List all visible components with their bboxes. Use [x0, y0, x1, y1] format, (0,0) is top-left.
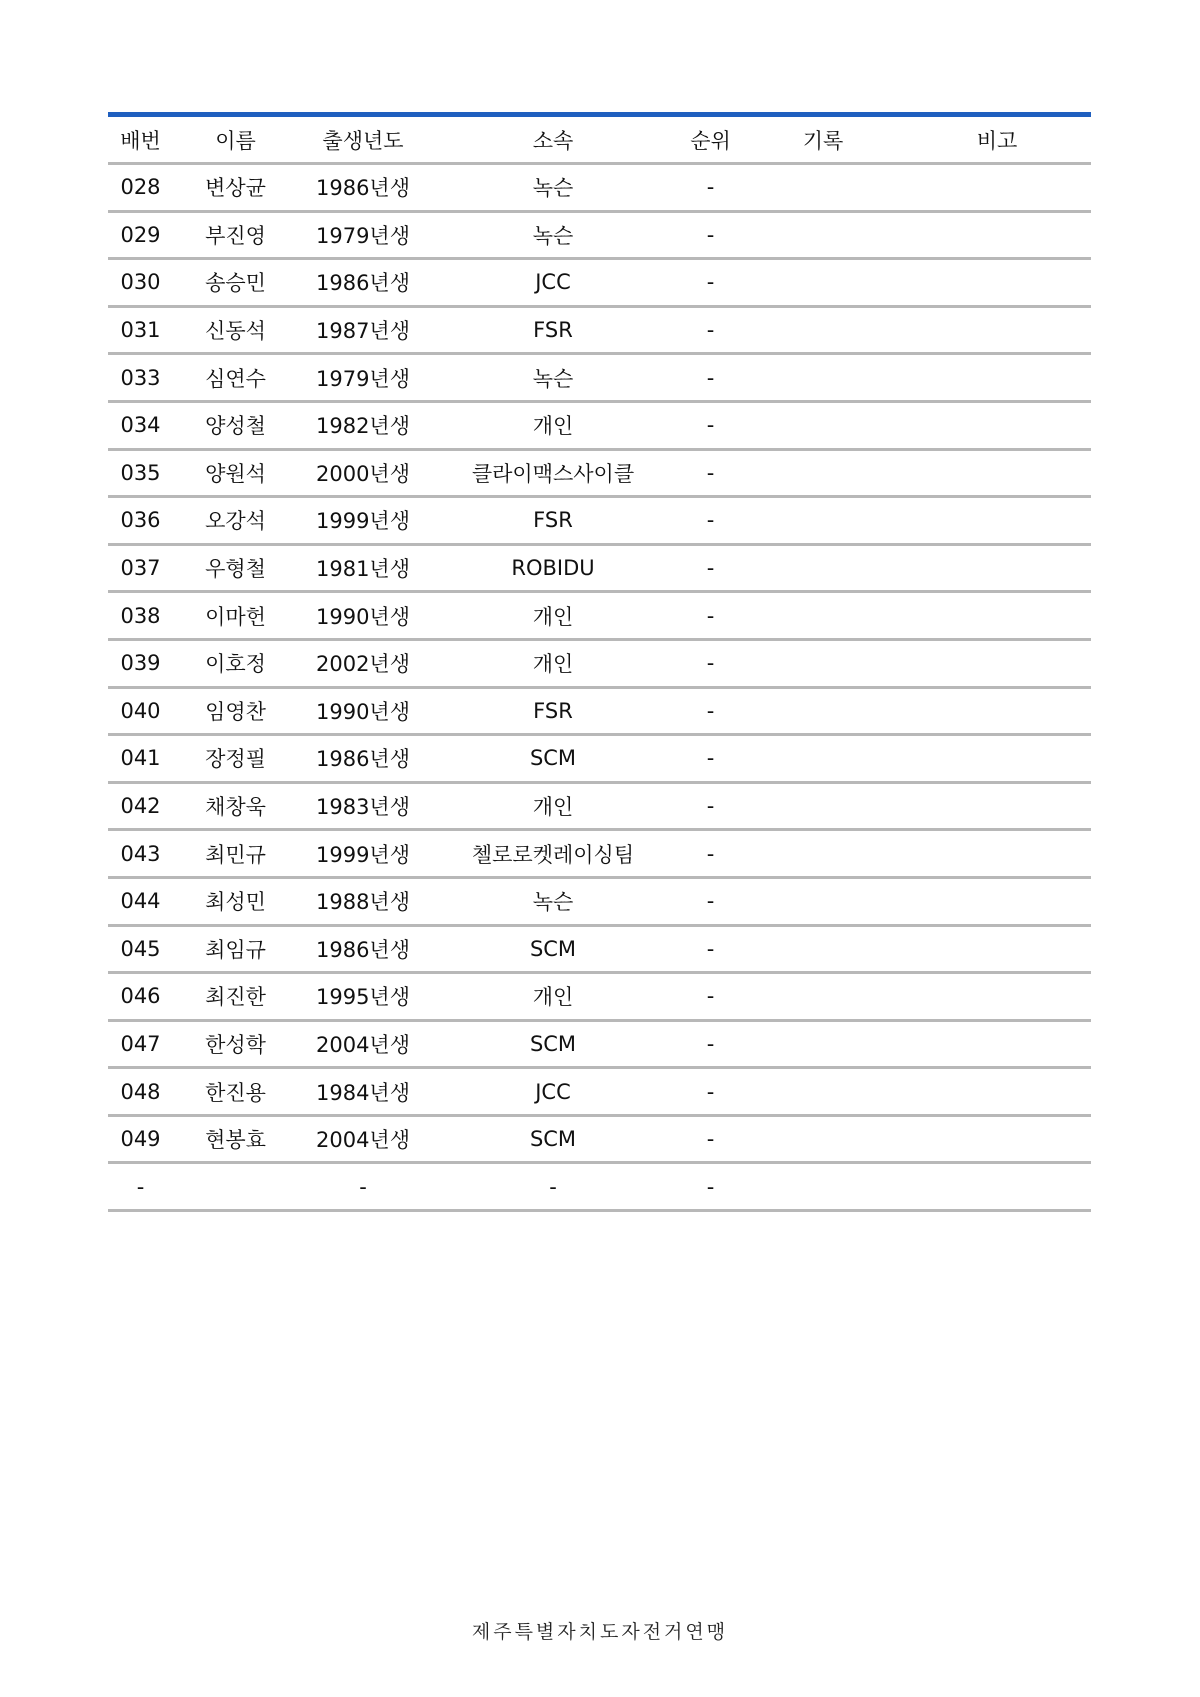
table-row: [108, 925, 1091, 973]
cell-birth-year: 1982년생: [315, 414, 410, 439]
table-row: [108, 687, 1091, 735]
cell-name: 양원석: [205, 461, 266, 486]
cell-name: 오강석: [205, 509, 266, 534]
cell-record: [743, 925, 903, 973]
cell-record: [743, 354, 903, 402]
cell-name: 한성학: [205, 1032, 266, 1057]
cell-note: [903, 687, 1091, 735]
cell-bib: 043: [120, 841, 161, 866]
table-body: [108, 164, 1091, 1211]
cell-rank: -: [706, 651, 715, 676]
cell-bib: 042: [120, 794, 161, 819]
cell-rank: -: [706, 936, 715, 961]
table-row: [108, 401, 1091, 449]
cell-bib: 030: [120, 270, 161, 295]
cell-note: [903, 1115, 1091, 1163]
cell-bib: 044: [120, 889, 161, 914]
cell-team: JCC: [535, 1079, 571, 1104]
cell-name: 최민규: [205, 842, 266, 867]
cell-rank: -: [706, 556, 715, 581]
cell-bib: 029: [120, 222, 161, 247]
cell-name: 장정필: [205, 747, 266, 772]
cell-bib: 037: [120, 556, 161, 581]
cell-team: 개인: [532, 604, 574, 629]
header-team: 소속: [532, 128, 574, 153]
cell-team: 개인: [532, 414, 574, 439]
cell-team: 첼로로켓레이싱팀: [471, 842, 635, 867]
cell-team: FSR: [533, 318, 573, 343]
cell-name: 변상균: [205, 176, 266, 201]
cell-rank: -: [706, 1031, 715, 1056]
cell-note: [903, 306, 1091, 354]
footer-organization: 제주특별자치도자전거연맹: [471, 1621, 729, 1643]
cell-rank: -: [706, 318, 715, 343]
table-row: [108, 449, 1091, 497]
cell-bib: 039: [120, 651, 161, 676]
cell-note: [903, 925, 1091, 973]
cell-birth-year: 2004년생: [315, 1032, 410, 1057]
table-row: [108, 354, 1091, 402]
cell-note: [903, 1068, 1091, 1116]
cell-team: 녹슨: [532, 366, 574, 391]
cell-note: [903, 782, 1091, 830]
cell-birth-year: 1986년생: [315, 271, 410, 296]
cell-name: 양성철: [205, 414, 266, 439]
table-row: [108, 1163, 1091, 1211]
cell-rank: -: [706, 794, 715, 819]
cell-rank: -: [706, 413, 715, 438]
cell-record: [743, 259, 903, 307]
cell-name: 최성민: [205, 890, 266, 915]
cell-note: [903, 354, 1091, 402]
cell-note: [903, 259, 1091, 307]
cell-bib: 048: [120, 1079, 161, 1104]
cell-team: JCC: [535, 270, 571, 295]
cell-birth-year: 1986년생: [315, 747, 410, 772]
cell-note: [903, 449, 1091, 497]
cell-rank: -: [706, 984, 715, 1009]
cell-team: 개인: [532, 985, 574, 1010]
table-row: [108, 497, 1091, 545]
header-birth-year: 출생년도: [322, 128, 404, 153]
header-record: 기록: [802, 128, 844, 153]
cell-birth-year: 1979년생: [315, 223, 410, 248]
cell-rank: -: [706, 1127, 715, 1152]
cell-record: [743, 1115, 903, 1163]
cell-rank: -: [706, 746, 715, 771]
cell-team: 개인: [532, 652, 574, 677]
cell-record: [743, 449, 903, 497]
cell-birth-year: 2000년생: [315, 461, 410, 486]
cell-rank: -: [706, 365, 715, 390]
cell-birth-year: 2004년생: [315, 1128, 410, 1153]
cell-note: [903, 544, 1091, 592]
cell-birth-year: 1986년생: [315, 176, 410, 201]
table-row: [108, 1115, 1091, 1163]
cell-birth-year: 1990년생: [315, 604, 410, 629]
cell-bib: 040: [120, 698, 161, 723]
cell-name: 심연수: [205, 366, 266, 391]
cell-bib: 045: [120, 936, 161, 961]
cell-name: 현봉효: [205, 1128, 266, 1153]
cell-note: [903, 1163, 1091, 1211]
cell-name: 신동석: [205, 319, 266, 344]
cell-rank: -: [706, 603, 715, 628]
cell-bib: 035: [120, 460, 161, 485]
cell-team: -: [549, 1174, 557, 1199]
cell-note: [903, 211, 1091, 259]
cell-note: [903, 401, 1091, 449]
table-row: [108, 306, 1091, 354]
cell-name: [173, 1163, 298, 1211]
cell-bib: 047: [120, 1031, 161, 1056]
cell-rank: -: [706, 222, 715, 247]
cell-bib: 031: [120, 318, 161, 343]
cell-name: 우형철: [205, 557, 266, 582]
cell-record: [743, 1163, 903, 1211]
cell-birth-year: 1981년생: [315, 557, 410, 582]
header-row: [108, 115, 1091, 164]
table-row: [108, 211, 1091, 259]
header-rank: 순위: [690, 128, 731, 153]
cell-record: [743, 782, 903, 830]
cell-record: [743, 639, 903, 687]
cell-rank: -: [706, 698, 715, 723]
cell-record: [743, 830, 903, 878]
cell-record: [743, 973, 903, 1021]
table-row: [108, 877, 1091, 925]
cell-record: [743, 735, 903, 783]
cell-bib: 028: [120, 175, 161, 200]
cell-bib: 041: [120, 746, 161, 771]
cell-note: [903, 592, 1091, 640]
cell-birth-year: 1979년생: [315, 366, 410, 391]
cell-birth-year: 1988년생: [315, 890, 410, 915]
cell-team: 녹슨: [532, 176, 574, 201]
cell-record: [743, 306, 903, 354]
cell-birth-year: 2002년생: [315, 652, 410, 677]
cell-birth-year: 1983년생: [315, 795, 410, 820]
table-row: [108, 973, 1091, 1021]
table-row: [108, 1020, 1091, 1068]
cell-birth-year: 1987년생: [315, 319, 410, 344]
table-row: [108, 592, 1091, 640]
cell-birth-year: 1984년생: [315, 1080, 410, 1105]
cell-bib: -: [136, 1174, 145, 1199]
cell-name: 채창욱: [205, 795, 266, 820]
results-table: [108, 112, 1091, 1212]
cell-team: SCM: [529, 746, 577, 771]
cell-bib: 033: [120, 365, 161, 390]
table-row: [108, 1068, 1091, 1116]
cell-birth-year: 1995년생: [315, 985, 410, 1010]
cell-record: [743, 497, 903, 545]
cell-record: [743, 1068, 903, 1116]
cell-rank: -: [706, 460, 715, 485]
cell-rank: -: [706, 508, 715, 533]
cell-note: [903, 830, 1091, 878]
cell-bib: 046: [120, 984, 161, 1009]
cell-bib: 038: [120, 603, 161, 628]
cell-bib: 034: [120, 413, 161, 438]
cell-birth-year: 1990년생: [315, 699, 410, 724]
cell-team: ROBIDU: [511, 556, 595, 581]
cell-note: [903, 973, 1091, 1021]
cell-rank: -: [706, 175, 715, 200]
header-note: 비고: [976, 128, 1018, 153]
cell-name: 임영찬: [205, 699, 266, 724]
cell-team: SCM: [529, 1127, 577, 1152]
cell-birth-year: 1999년생: [315, 509, 410, 534]
cell-bib: 049: [120, 1127, 161, 1152]
cell-birth-year: -: [359, 1174, 367, 1199]
table-row: [108, 544, 1091, 592]
cell-team: SCM: [529, 936, 577, 961]
cell-team: 개인: [532, 795, 574, 820]
cell-note: [903, 1020, 1091, 1068]
cell-note: [903, 639, 1091, 687]
cell-bib: 036: [120, 508, 161, 533]
cell-name: 송승민: [205, 271, 266, 296]
cell-record: [743, 544, 903, 592]
cell-record: [743, 687, 903, 735]
cell-birth-year: 1986년생: [315, 937, 410, 962]
cell-rank: -: [706, 1174, 715, 1199]
table-row: [108, 164, 1091, 212]
cell-name: 최진한: [205, 985, 266, 1010]
cell-team: FSR: [533, 508, 573, 533]
header-name: 이름: [215, 128, 256, 153]
cell-rank: -: [706, 889, 715, 914]
cell-name: 최임규: [205, 937, 266, 962]
cell-rank: -: [706, 270, 715, 295]
table-row: [108, 639, 1091, 687]
cell-team: 클라이맥스사이클: [471, 461, 635, 486]
cell-team: 녹슨: [532, 890, 574, 915]
cell-record: [743, 592, 903, 640]
cell-record: [743, 211, 903, 259]
cell-name: 부진영: [205, 223, 266, 248]
cell-record: [743, 164, 903, 212]
cell-team: SCM: [529, 1031, 577, 1056]
cell-record: [743, 877, 903, 925]
cell-team: FSR: [533, 698, 573, 723]
cell-record: [743, 1020, 903, 1068]
cell-name: 이호정: [205, 652, 266, 677]
table-row: [108, 735, 1091, 783]
header-bib: 배번: [120, 128, 161, 153]
cell-record: [743, 401, 903, 449]
table-row: [108, 782, 1091, 830]
table-row: [108, 830, 1091, 878]
cell-name: 이마헌: [205, 604, 266, 629]
cell-rank: -: [706, 841, 715, 866]
cell-name: 한진용: [205, 1080, 266, 1105]
table-row: [108, 259, 1091, 307]
table-header: [108, 115, 1091, 164]
cell-note: [903, 497, 1091, 545]
cell-birth-year: 1999년생: [315, 842, 410, 867]
cell-note: [903, 164, 1091, 212]
cell-rank: -: [706, 1079, 715, 1104]
cell-note: [903, 877, 1091, 925]
cell-note: [903, 735, 1091, 783]
cell-team: 녹슨: [532, 223, 574, 248]
